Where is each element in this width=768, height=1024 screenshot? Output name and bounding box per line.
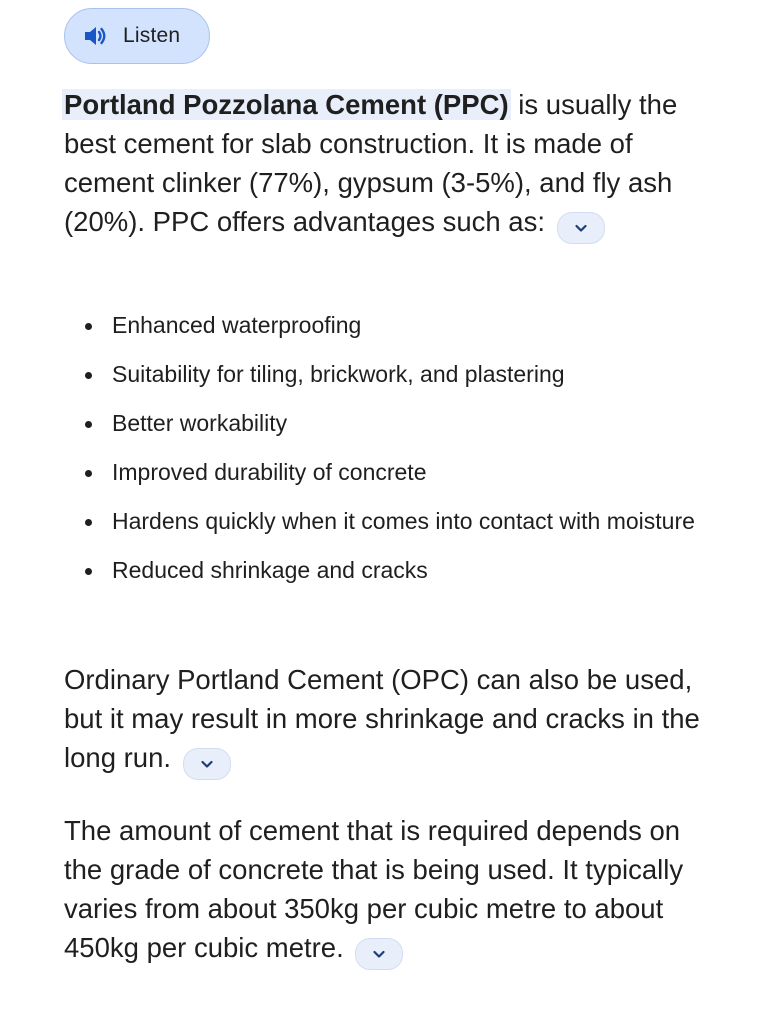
list-item-text: Improved durability of concrete xyxy=(112,459,427,485)
intro-text: is usually the best cement for slab construction. It is made of cement clinker (77%), gypsum (3-5%), and fly ash (20%). PPC offers advantages such as: xyxy=(64,89,678,237)
listen-label: Listen xyxy=(123,24,181,47)
list-item xyxy=(64,406,724,441)
expand-sources-button-3[interactable] xyxy=(355,938,403,970)
list-item xyxy=(64,504,724,539)
chevron-down-icon xyxy=(573,220,589,236)
list-item-text: Hardens quickly when it comes into contact with moisture xyxy=(112,508,695,534)
list-item-text: Reduced shrinkage and cracks xyxy=(112,557,428,583)
expand-sources-button-1[interactable] xyxy=(557,212,605,244)
list-item xyxy=(64,553,724,588)
bullet-icon xyxy=(85,421,92,428)
advantages-list xyxy=(64,308,724,602)
bullet-icon xyxy=(85,323,92,330)
list-item-text: Better workability xyxy=(112,410,288,436)
list-item xyxy=(64,455,724,490)
listen-button[interactable] xyxy=(64,8,210,64)
chevron-down-icon xyxy=(371,946,387,962)
speaker-icon xyxy=(81,22,109,50)
ppc-highlight: Portland Pozzolana Cement (PPC) xyxy=(64,89,509,120)
bullet-icon xyxy=(85,568,92,575)
amount-text: The amount of cement that is required depends on the grade of concrete that is being used. It typically varies from about 350kg per cubic metre to about 450kg per cubic metre. xyxy=(64,815,684,963)
list-item-text: Suitability for tiling, brickwork, and plastering xyxy=(112,361,565,387)
bullet-icon xyxy=(85,372,92,379)
bullet-icon xyxy=(85,519,92,526)
intro-paragraph xyxy=(64,85,724,244)
list-item-text: Enhanced waterproofing xyxy=(112,312,362,338)
opc-text: Ordinary Portland Cement (OPC) can also be used, but it may result in more shrinkage and cracks in the long run. xyxy=(64,664,700,773)
chevron-down-icon xyxy=(199,756,215,772)
bullet-icon xyxy=(85,470,92,477)
list-item xyxy=(64,357,724,392)
list-item xyxy=(64,308,724,343)
amount-paragraph xyxy=(64,811,724,970)
expand-sources-button-2[interactable] xyxy=(183,748,231,780)
opc-paragraph xyxy=(64,660,724,780)
